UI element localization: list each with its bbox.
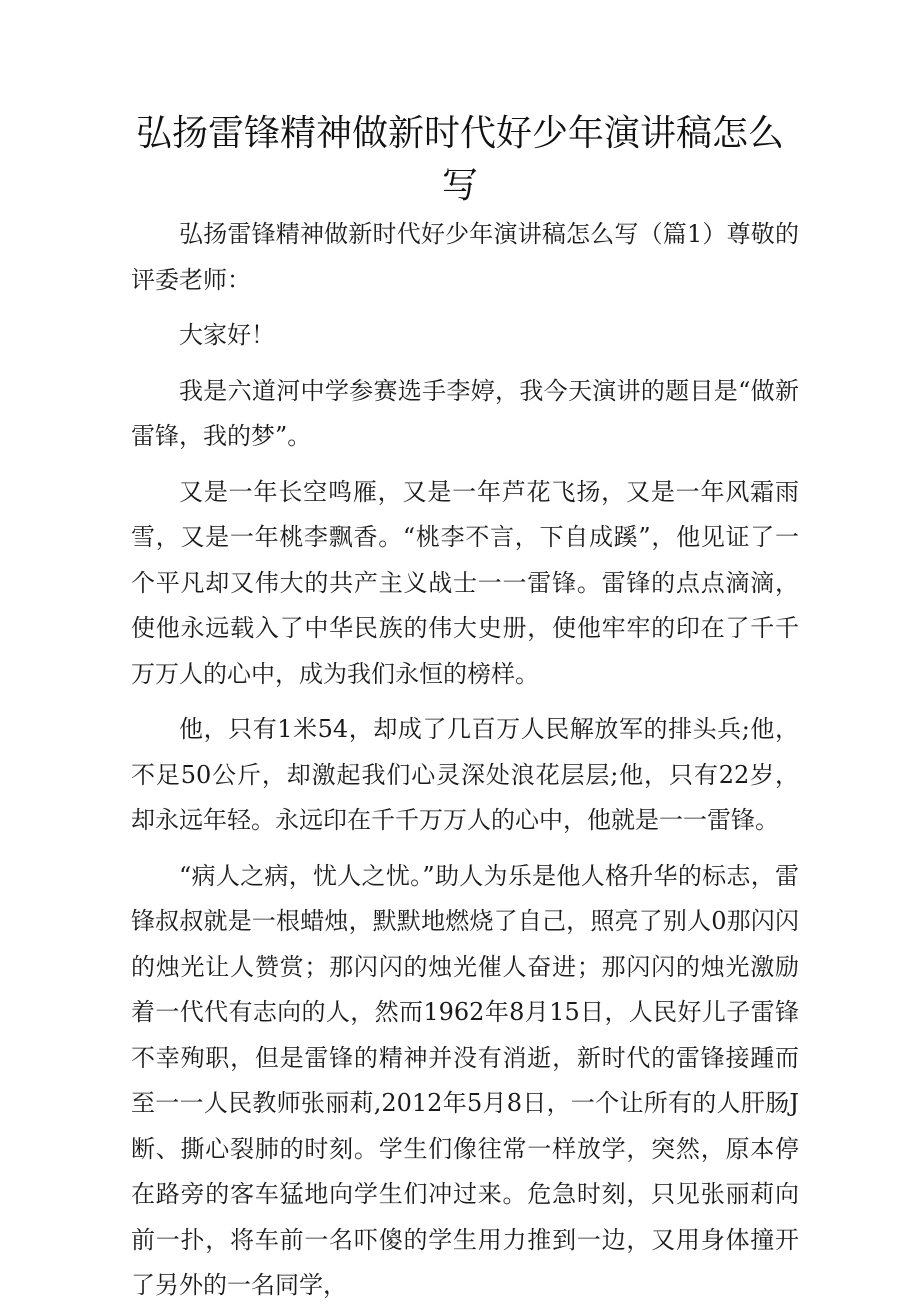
document-body [131, 212, 799, 1309]
paragraph-zhang-lili: “病人之病，忧人之忧。”助人为乐是他人格升华的标志，雷锋叔叔就是一根蜡烛，默默地燃烧了自己，照亮了别人0那闪闪的烛光让人赞赏；那闪闪的烛光催人奋进；那闪闪的烛光激励着一代代有志向的人，然而1962年8月15日，人民好儿子雷锋不幸殉职，但是雷锋的精神并没有消逝，新时代的雷锋接踵而至一一人民教师张丽莉,2012年5月8日，一个让所有的人肝肠J断、撕心裂肺的时刻。学生们像往常一样放学，突然，原本停在路旁的客车猛地向学生们冲过来。危急时刻，只见张丽莉向前一扑，将车前一名吓傻的学生用力推到一边，又用身体撞开了另外的一名同学， [131, 861, 799, 1299]
paragraph-introduction: 我是六道河中学参赛选手李婷，我今天演讲的题目是“做新雷锋，我的梦”。 [131, 376, 799, 450]
paragraph-salutation: 弘扬雷锋精神做新时代好少年演讲稿怎么写（篇1）尊敬的评委老师： [131, 220, 799, 294]
paragraph-greeting: 大家好！ [179, 321, 275, 349]
paragraph-lei-feng: 他，只有1米54，却成了几百万人民解放军的排头兵;他，不足50公斤，却激起我们心灵深处浪花层层;他，只有22岁，却永远年轻。永远印在千千万万人的心中，他就是一一雷锋。 [131, 715, 799, 834]
paragraph-seasons: 又是一年长空鸣雁，又是一年芦花飞扬，又是一年风霜雨雪，又是一年桃李飘香。“桃李不言，下自成蹊”，他见证了一个平凡却又伟大的共产主义战士一一雷锋。雷锋的点点滴滴，使他永远载入了中华民族的伟大史册，使他牢牢的印在了千千万万人的心中，成为我们永恒的榜样。 [131, 477, 799, 688]
document-title: 弘扬雷锋精神做新时代好少年演讲稿怎么写 [135, 113, 784, 206]
